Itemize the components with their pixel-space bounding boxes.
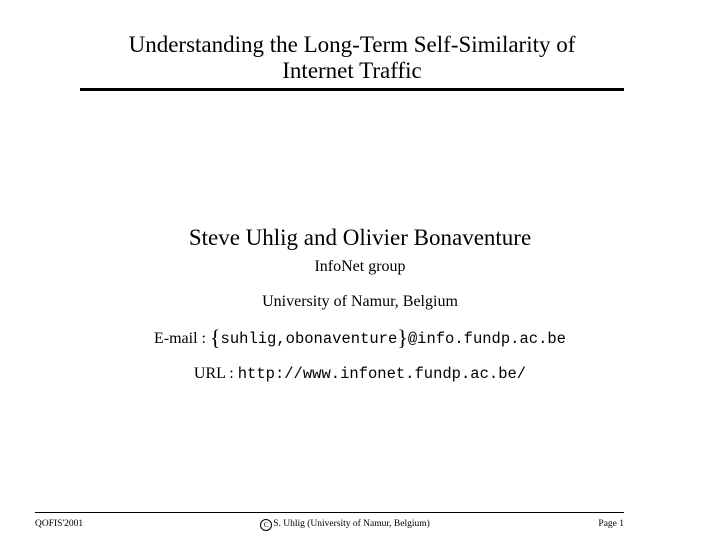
title-line-2: Internet Traffic [282,58,422,83]
group-name: InfoNet group [314,258,406,275]
university: University of Namur, Belgium [262,293,458,310]
footer-page-number: Page 1 [598,519,624,529]
email-label: E-mail : [154,330,206,347]
email-brace-open: { [209,325,221,350]
email-brace-close: } [397,325,408,350]
slide-title [80,32,624,84]
email-line [0,325,720,350]
copyright-icon: C [260,519,272,531]
url-line [0,364,720,384]
footer-divider [35,512,624,513]
title-line-1: Understanding the Long-Term Self-Similarity of [128,32,576,57]
url-label: URL : [193,365,234,382]
email-users: suhlig,obonaventure [220,330,398,348]
footer-conference: QOFIS'2001 [35,519,84,529]
email-domain: @info.fundp.ac.be [407,330,566,348]
footer-author [0,518,690,531]
url-link[interactable]: http://www.infonet.fundp.ac.be/ [237,365,527,383]
title-divider [80,88,624,91]
authors: Steve Uhlig and Olivier Bonaventure [188,225,532,250]
footer-author-text: S. Uhlig (University of Namur, Belgium) [273,519,430,529]
